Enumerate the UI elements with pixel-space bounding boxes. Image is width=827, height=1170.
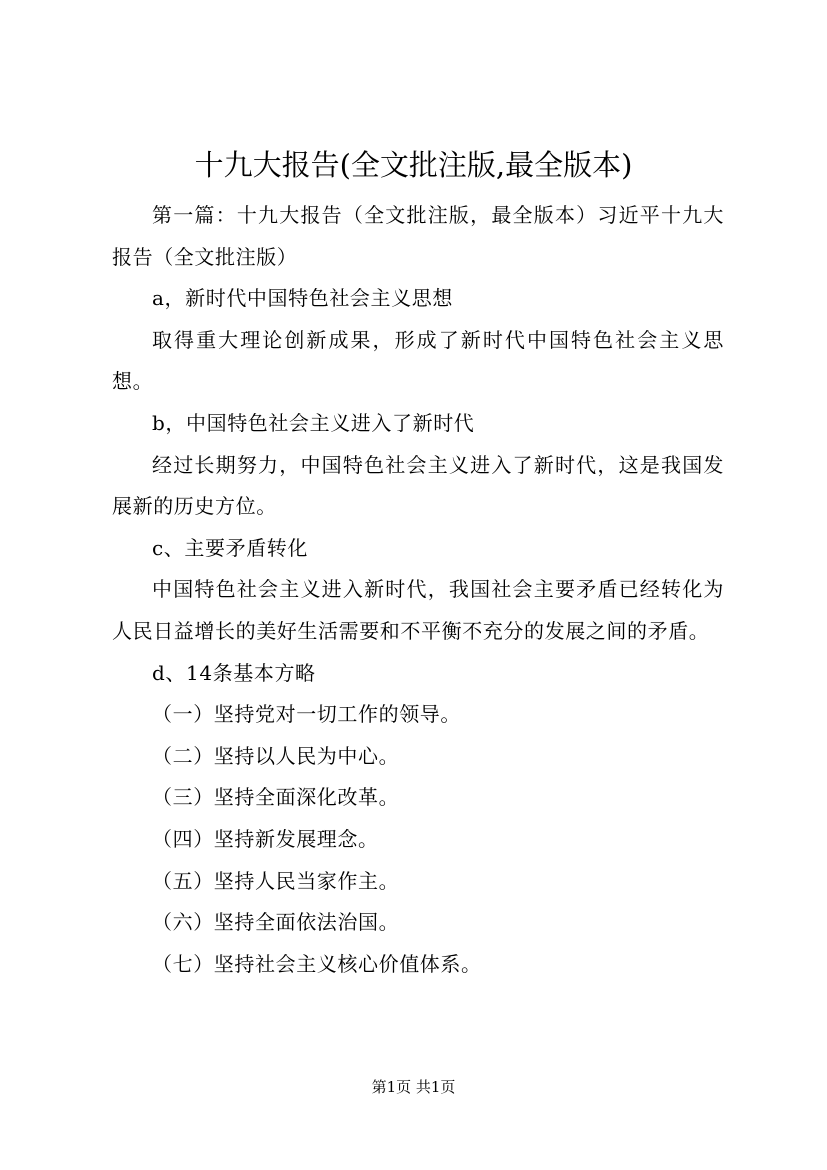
list-item: （七）坚持社会主义核心价值体系。: [152, 951, 482, 976]
list-item: （三）坚持全面深化改革。: [152, 785, 400, 810]
page-footer: 第1页 共1页: [371, 1078, 456, 1096]
document-title: 十九大报告(全文批注版,最全版本): [194, 148, 633, 182]
list-item: （一）坚持党对一切工作的领导。: [152, 702, 461, 727]
paragraph-c: 中国特色社会主义进入新时代，我国社会主要矛盾已经转化为人民日益增长的美好生活需要和不平衡不充分的发展之间的矛盾。: [112, 577, 724, 643]
list-item: （六）坚持全面依法治国。: [152, 910, 400, 935]
heading-c: c、主要矛盾转化: [152, 535, 309, 560]
paragraph-intro: 第一篇：十九大报告（全文批注版，最全版本）习近平十九大报告（全文批注版）: [112, 203, 724, 269]
heading-a: a，新时代中国特色社会主义思想: [152, 286, 453, 311]
list-item: （四）坚持新发展理念。: [152, 826, 379, 851]
heading-d: d、14条基本方略: [152, 660, 316, 685]
heading-b: b，中国特色社会主义进入了新时代: [152, 410, 475, 435]
paragraph-a: 取得重大理论创新成果，形成了新时代中国特色社会主义思想。: [112, 327, 724, 394]
document-body: [112, 195, 724, 985]
list-item: （五）坚持人民当家作主。: [152, 868, 400, 893]
paragraph-b: 经过长期努力，中国特色社会主义进入了新时代，这是我国发展新的历史方位。: [112, 452, 724, 519]
list-item: （二）坚持以人民为中心。: [152, 743, 400, 768]
